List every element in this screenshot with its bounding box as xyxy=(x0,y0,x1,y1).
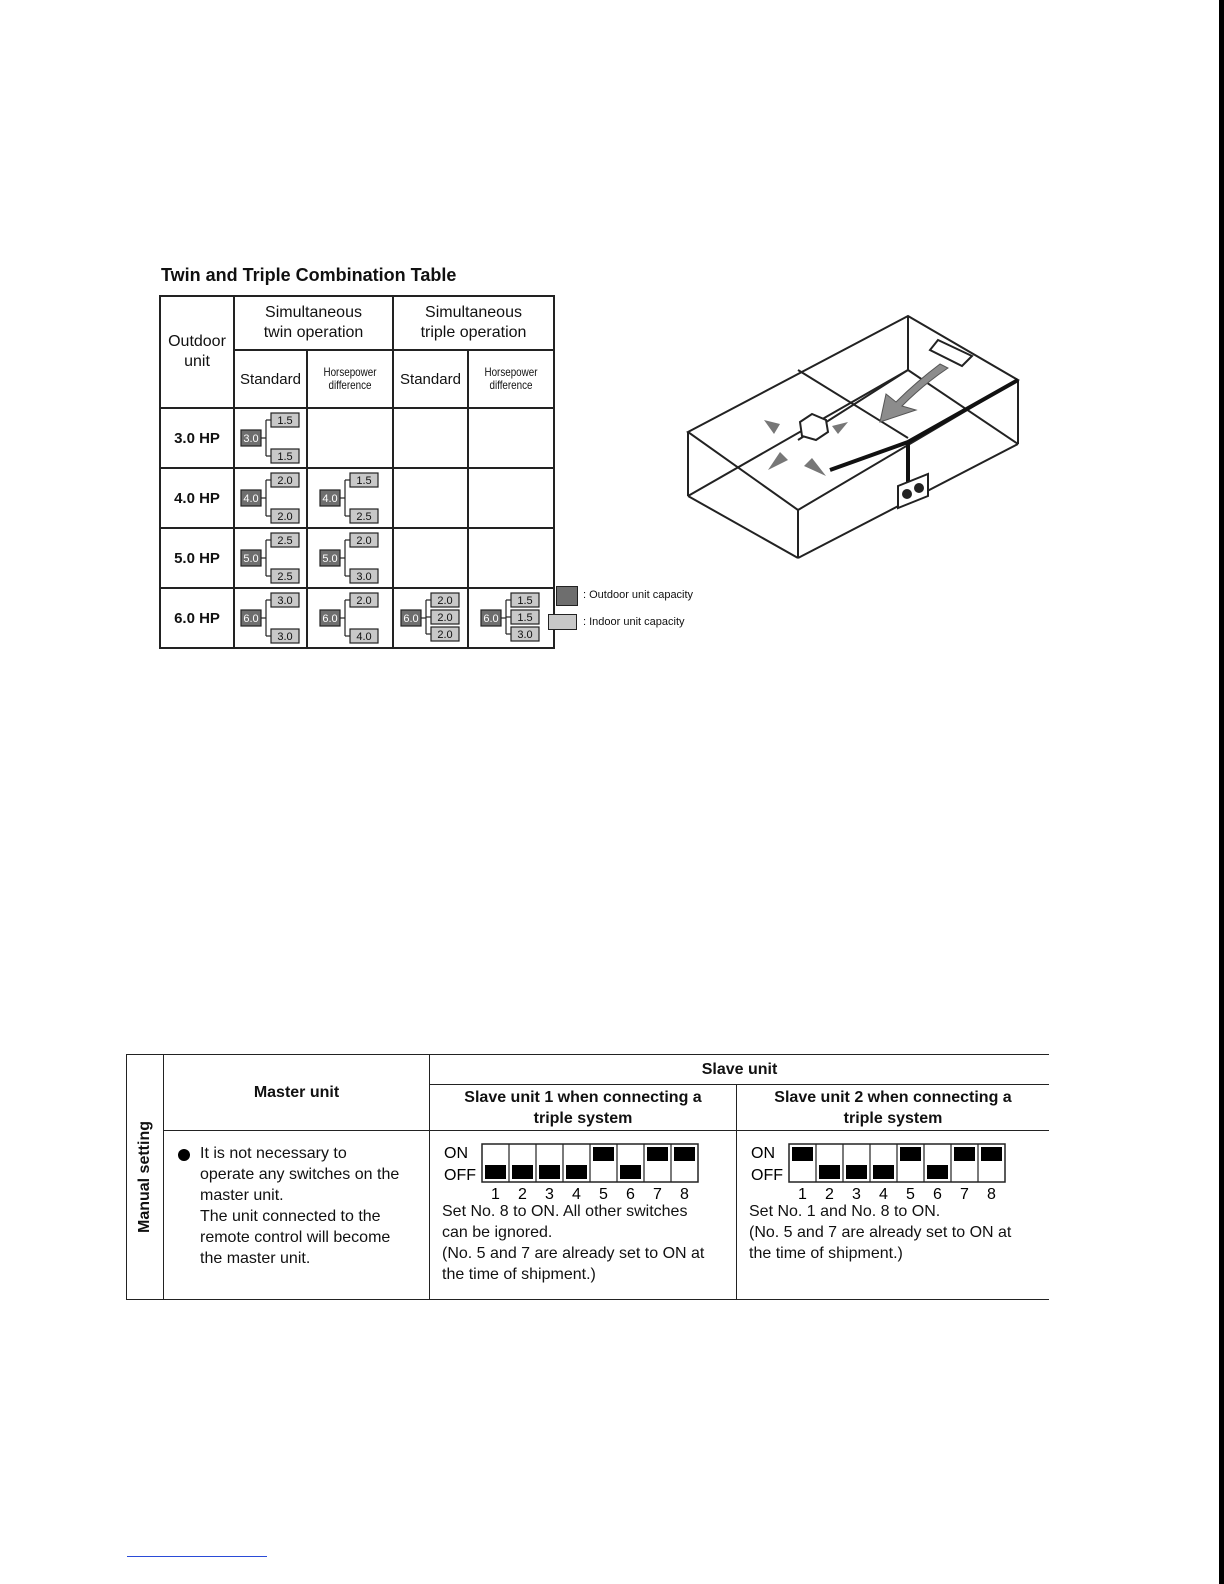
indoor-capacity-value: 2.5 xyxy=(356,511,372,523)
indoor-capacity-value: 3.0 xyxy=(276,595,293,607)
triple-hp-diagram xyxy=(477,589,545,647)
slave-unit-header: Slave unit xyxy=(430,1055,1050,1085)
outdoor-capacity-value: 6.0 xyxy=(322,613,338,625)
master-unit-header: Master unit xyxy=(164,1055,430,1131)
room-installation-illustration xyxy=(680,310,1030,570)
dip-switch-graphic xyxy=(442,1143,712,1201)
switch-1-off xyxy=(485,1165,506,1179)
triple-standard-diagram xyxy=(397,589,465,647)
switch-7-on xyxy=(954,1147,975,1161)
slave2-note xyxy=(749,1201,1043,1264)
combination-row xyxy=(160,408,554,468)
indoor-capacity-value: 2.5 xyxy=(276,535,293,547)
manual-setting-label: Manual setting xyxy=(136,1120,153,1234)
indoor-capacity-value: 1.5 xyxy=(356,475,372,487)
hp-label: 5.0 HP xyxy=(160,528,234,588)
hp-label: 6.0 HP xyxy=(160,588,234,648)
twin-hp-diff-header: Horsepower difference xyxy=(307,350,393,408)
switch-number: 7 xyxy=(960,1186,969,1202)
switch-number: 7 xyxy=(653,1186,662,1202)
switch-3-off xyxy=(846,1165,867,1179)
indoor-capacity-value: 2.0 xyxy=(356,595,372,607)
note-line: (No. 5 and 7 are already set to ON at xyxy=(442,1245,705,1263)
manual-setting-label-cell xyxy=(127,1055,164,1300)
indoor-capacity-value: 1.5 xyxy=(517,612,533,624)
twin-hp-diagram-cell xyxy=(307,468,393,528)
off-label: OFF xyxy=(444,1167,476,1185)
on-label: ON xyxy=(751,1145,775,1163)
twin-standard-diagram-cell xyxy=(234,468,307,528)
master-note xyxy=(200,1143,423,1269)
outdoor-capacity-value: 4.0 xyxy=(242,493,259,505)
triple-standard-header: Standard xyxy=(393,350,468,408)
switch-2-off xyxy=(819,1165,840,1179)
triple-hp-diagram-cell xyxy=(468,408,554,468)
indoor-capacity-value: 1.5 xyxy=(276,415,293,427)
switch-6-off xyxy=(620,1165,641,1179)
outdoor-capacity-value: 3.0 xyxy=(242,433,259,445)
hp-label: 3.0 HP xyxy=(160,408,234,468)
triple-hp-diagram-cell xyxy=(468,468,554,528)
note-line: master unit. xyxy=(200,1187,284,1205)
slave1-dip-switch xyxy=(442,1143,730,1201)
master-note-cell xyxy=(164,1131,430,1300)
switch-number: 1 xyxy=(491,1186,500,1202)
twin-standard-header: Standard xyxy=(234,350,307,408)
triple-standard-diagram-cell xyxy=(393,528,468,588)
switch-4-off xyxy=(873,1165,894,1179)
note-line: The unit connected to the xyxy=(200,1208,381,1226)
triple-operation-header: Simultaneous triple operation xyxy=(393,296,554,350)
indoor-capacity-value: 2.0 xyxy=(276,511,293,523)
twin-hp-diagram xyxy=(316,469,384,527)
triple-hp-diagram-cell xyxy=(468,588,554,648)
switch-number: 3 xyxy=(852,1186,861,1202)
twin-standard-diagram xyxy=(237,409,305,467)
twin-standard-diagram-cell xyxy=(234,588,307,648)
page-edge-bar xyxy=(1219,0,1224,1584)
switch-number: 8 xyxy=(987,1186,996,1202)
switch-number: 5 xyxy=(906,1186,915,1202)
switch-6-off xyxy=(927,1165,948,1179)
switch-8-on xyxy=(981,1147,1002,1161)
note-line: the time of shipment.) xyxy=(442,1266,596,1284)
switch-1-on xyxy=(792,1147,813,1161)
outdoor-capacity-value: 6.0 xyxy=(483,613,499,625)
indoor-capacity-value: 1.5 xyxy=(517,595,533,607)
on-label: ON xyxy=(444,1145,468,1163)
outdoor-capacity-value: 5.0 xyxy=(322,553,338,565)
switch-number: 4 xyxy=(879,1186,888,1202)
twin-hp-diagram-cell xyxy=(307,408,393,468)
hp-label: 4.0 HP xyxy=(160,468,234,528)
switch-number: 6 xyxy=(626,1186,635,1202)
note-line: remote control will become xyxy=(200,1229,391,1247)
twin-standard-diagram xyxy=(237,589,305,647)
note-line: the time of shipment.) xyxy=(749,1245,903,1263)
slave2-cell xyxy=(737,1131,1050,1300)
switch-2-off xyxy=(512,1165,533,1179)
note-line: It is not necessary to xyxy=(200,1145,347,1163)
switch-8-on xyxy=(674,1147,695,1161)
twin-operation-header: Simultaneous twin operation xyxy=(234,296,393,350)
switch-7-on xyxy=(647,1147,668,1161)
switch-number: 6 xyxy=(933,1186,942,1202)
switch-5-on xyxy=(593,1147,614,1161)
outdoor-unit-header: Outdoor unit xyxy=(160,296,234,408)
indoor-capacity-value: 1.5 xyxy=(276,451,293,463)
twin-hp-diagram-cell xyxy=(307,528,393,588)
legend-indoor-text: : Indoor unit capacity xyxy=(583,616,685,628)
switch-4-off xyxy=(566,1165,587,1179)
switch-number: 1 xyxy=(798,1186,807,1202)
indoor-capacity-value: 3.0 xyxy=(276,631,293,643)
switch-number: 3 xyxy=(545,1186,554,1202)
combination-table-title: Twin and Triple Combination Table xyxy=(161,265,457,285)
footer-link-line xyxy=(127,1556,267,1557)
twin-standard-diagram xyxy=(237,529,305,587)
triple-standard-diagram-cell xyxy=(393,588,468,648)
twin-standard-diagram-cell xyxy=(234,528,307,588)
triple-standard-diagram-cell xyxy=(393,408,468,468)
note-line: (No. 5 and 7 are already set to ON at xyxy=(749,1224,1012,1242)
slave1-cell xyxy=(430,1131,737,1300)
triple-hp-diff-header: Horsepower difference xyxy=(468,350,554,408)
outdoor-capacity-value: 6.0 xyxy=(242,613,259,625)
twin-standard-diagram xyxy=(237,469,305,527)
switch-number: 4 xyxy=(572,1186,581,1202)
dip-switch-graphic xyxy=(749,1143,1019,1201)
switch-number: 2 xyxy=(518,1186,527,1202)
outdoor-capacity-value: 6.0 xyxy=(402,613,419,625)
indoor-capacity-value: 2.0 xyxy=(436,612,453,624)
indoor-capacity-value: 2.0 xyxy=(356,535,372,547)
combination-row xyxy=(160,588,554,648)
note-line: can be ignored. xyxy=(442,1224,553,1242)
twin-hp-diagram xyxy=(316,529,384,587)
switch-number: 5 xyxy=(599,1186,608,1202)
indoor-capacity-value: 2.5 xyxy=(276,571,293,583)
note-line: Set No. 8 to ON. All other switches xyxy=(442,1203,688,1221)
indoor-capacity-value: 3.0 xyxy=(356,571,372,583)
slave1-header-cell: Slave unit 1 when connecting a triple system xyxy=(430,1085,737,1131)
triple-standard-diagram-cell xyxy=(393,468,468,528)
twin-hp-diagram-cell xyxy=(307,588,393,648)
outdoor-capacity-value: 4.0 xyxy=(322,493,338,505)
manual-setting-table xyxy=(126,1054,1049,1300)
twin-standard-diagram-cell xyxy=(234,408,307,468)
slave2-dip-switch xyxy=(749,1143,1043,1201)
note-line: operate any switches on the xyxy=(200,1166,400,1184)
switch-5-on xyxy=(900,1147,921,1161)
legend-outdoor-text: : Outdoor unit capacity xyxy=(583,589,694,601)
twin-hp-diagram xyxy=(316,589,384,647)
indoor-capacity-value: 3.0 xyxy=(517,629,533,641)
switch-number: 8 xyxy=(680,1186,689,1202)
switch-3-off xyxy=(539,1165,560,1179)
indoor-capacity-value: 2.0 xyxy=(436,629,453,641)
indoor-capacity-value: 2.0 xyxy=(276,475,293,487)
bullet-icon xyxy=(178,1149,190,1161)
combination-table xyxy=(159,295,555,649)
outdoor-capacity-value: 5.0 xyxy=(242,553,259,565)
note-line: the master unit. xyxy=(200,1250,311,1268)
switch-number: 2 xyxy=(825,1186,834,1202)
indoor-capacity-value: 2.0 xyxy=(436,595,453,607)
off-label: OFF xyxy=(751,1167,783,1185)
legend-outdoor-swatch xyxy=(556,586,578,606)
slave1-note xyxy=(442,1201,730,1285)
indoor-capacity-value: 4.0 xyxy=(356,631,372,643)
combination-row xyxy=(160,528,554,588)
legend-indoor-swatch xyxy=(548,614,577,630)
slave2-header-cell: Slave unit 2 when connecting a triple system xyxy=(737,1085,1050,1131)
triple-hp-diagram-cell xyxy=(468,528,554,588)
combination-row xyxy=(160,468,554,528)
note-line: Set No. 1 and No. 8 to ON. xyxy=(749,1203,941,1221)
